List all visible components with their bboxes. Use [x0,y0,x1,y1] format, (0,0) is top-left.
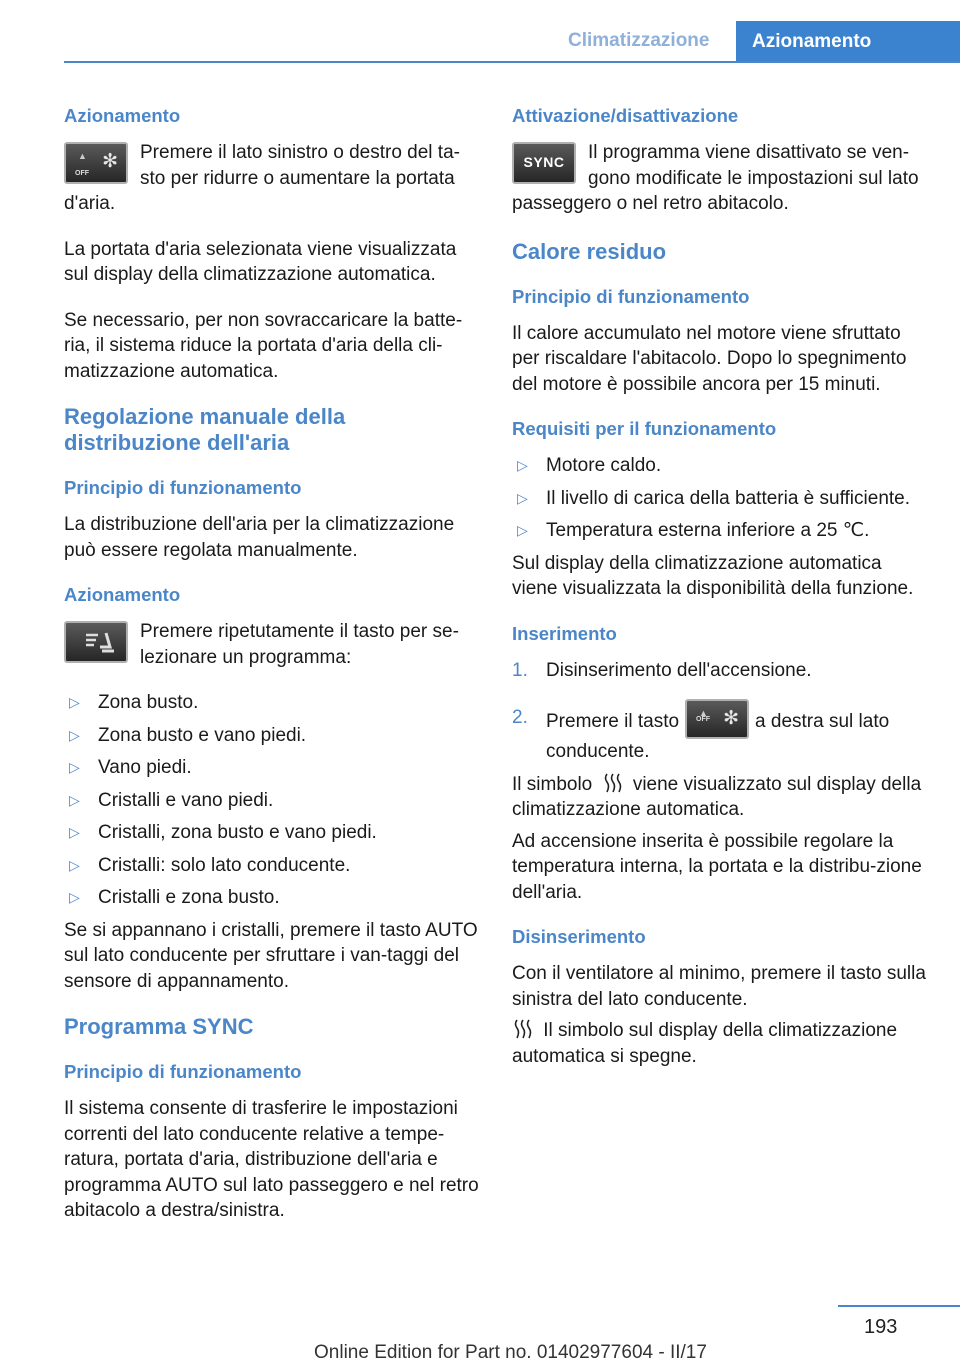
footer-rule [838,1305,960,1307]
residual-heat-icon [602,772,624,794]
heading-sync: Programma SYNC [64,1014,254,1039]
list-item: 2. Premere il tasto ▲ OFF ✻ a destra sul lato conducente. [512,705,930,765]
paragraph: La distribuzione dell'aria per la climatizzazione può essere regolata manualmente. [64,514,455,561]
paragraph: Ad accensione inserita è possibile regolare la temperatura interna, la portata e la distribu‐zione dell'aria. [512,830,922,903]
list-item: ▷ Cristalli: solo lato conducente. [64,853,480,879]
off-label: OFF [75,170,89,177]
triangle-bullet-icon: ▷ [69,791,80,808]
triangle-bullet-icon: ▷ [69,694,80,710]
paragraph: Premere il lato sinistro o destro del ta‐sto per ridurre o aumentare la portata d'aria. [64,142,460,214]
heading-disinserimento: Disinserimento [512,926,646,947]
triangle-small-icon: ▲ [699,708,708,718]
off-label: OFF [696,715,711,723]
triangle-bullet-icon: ▷ [69,889,80,905]
paragraph: Premere ripetutamente il tasto per se‐lezionare un programma: [140,621,459,668]
heading-attivazione: Attivazione/disattivazione [512,105,739,126]
heading-regolazione: Regolazione manuale della distribuzione dell'aria [64,404,346,455]
header-rule [64,61,960,63]
paragraph: Il simbolo sul display della climatizzazione automatica si spegne. [512,1020,898,1067]
fan-speed-instruction [64,140,480,217]
fan-off-button-icon [685,699,749,739]
step-number: 2. [512,707,528,728]
program-list [64,690,480,911]
paragraph: Sul display della climatizzazione automatica viene visualizzata la disponibilità della funzione. [512,552,914,599]
list-item: ▷ Cristalli e vano piedi. [64,788,480,814]
list-item: ▷ Motore caldo. [512,453,930,479]
list-item: ▷ Cristalli, zona busto e vano piedi. [64,820,480,846]
paragraph: Se si appannano i cristalli, premere il tasto AUTO sul lato conducente per sfruttare i van‐taggi del sensore di appannamento. [64,919,478,992]
fan-icon: ✻ [723,708,740,729]
requirements-list [512,453,930,544]
paragraph: Il calore accumulato nel motore viene sfruttato per riscaldare l'abitacolo. Dopo lo spegnimento del motore è possibile ancora per 15 minuti. [512,322,907,395]
page-number: 193 [864,1316,898,1338]
sync-button-icon [512,142,576,184]
heading-calore-residuo: Calore residuo [512,238,667,264]
seat-airflow-icon [82,629,118,657]
steps-list [512,658,930,765]
air-distribution-instruction [64,619,480,670]
paragraph: La portata d'aria selezionata viene visualizzata sul display della climatizzazione automatica. [64,238,457,285]
triangle-bullet-icon: ▷ [69,759,80,775]
list-item: ▷ Zona busto. [64,690,480,716]
heading-azionamento: Azionamento [64,584,181,605]
header-section-title: Climatizzazione [568,30,710,51]
list-item: 1. Disinserimento dell'accensione. [512,658,930,684]
left-column [64,104,480,1230]
heading-inserimento: Inserimento [512,622,617,644]
paragraph: Se necessario, per non sovraccaricare la batte‐ria, il sistema riduce la portata d'aria della cli‐matizzazione automatica. [64,309,463,382]
list-item: ▷ Temperatura esterna inferiore a 25 ℃. [512,518,930,544]
triangle-bullet-icon: ▷ [517,522,528,538]
heading-azionamento: Azionamento [64,105,181,126]
header-tab-azionamento: Azionamento [736,21,960,61]
triangle-bullet-icon: ▷ [69,726,80,743]
footer-edition: Online Edition for Part no. 01402977604 - II/17 [314,1342,707,1363]
triangle-small-icon: ▲ [78,151,87,161]
triangle-bullet-icon: ▷ [69,824,80,840]
triangle-bullet-icon: ▷ [517,489,528,506]
heading-principio: Principio di funzionamento [64,1061,302,1082]
sync-instruction [512,140,930,217]
fan-off-button-icon [64,142,128,184]
fan-icon: ✻ [102,151,118,172]
paragraph: Il simbolo viene visualizzato sul display della climatizzazione automatica. [512,773,922,820]
paragraph: Con il ventilatore al minimo, premere il tasto sulla sinistra del lato conducente. [512,963,926,1010]
triangle-bullet-icon: ▷ [517,457,528,473]
triangle-bullet-icon: ▷ [69,856,80,873]
air-distribution-button-icon [64,621,128,663]
list-item: ▷ Vano piedi. [64,755,480,781]
paragraph: Il sistema consente di trasferire le impostazioni correnti del lato conducente relative a tempe‐ratura, portata d'aria, distribuzione dell'aria e programma AUTO sul lato passeggero e nel retro abitacolo a destra/sinistra. [64,1098,479,1221]
heading-requisiti: Requisiti per il funzionamento [512,418,777,439]
right-column [512,104,930,1075]
heading-principio: Principio di funzionamento [64,477,302,498]
step-number: 1. [512,659,528,681]
paragraph: Il programma viene disattivato se ven‐gono modificate le impostazioni sul lato passeggero o nel retro abitacolo. [512,142,919,214]
list-item: ▷ Zona busto e vano piedi. [64,723,480,749]
list-item: ▷ Cristalli e zona busto. [64,885,480,911]
heading-principio: Principio di funzionamento [512,285,750,307]
list-item: ▷ Il livello di carica della batteria è sufficiente. [512,486,930,512]
sync-label: SYNC [523,154,565,170]
residual-heat-icon [512,1018,534,1040]
